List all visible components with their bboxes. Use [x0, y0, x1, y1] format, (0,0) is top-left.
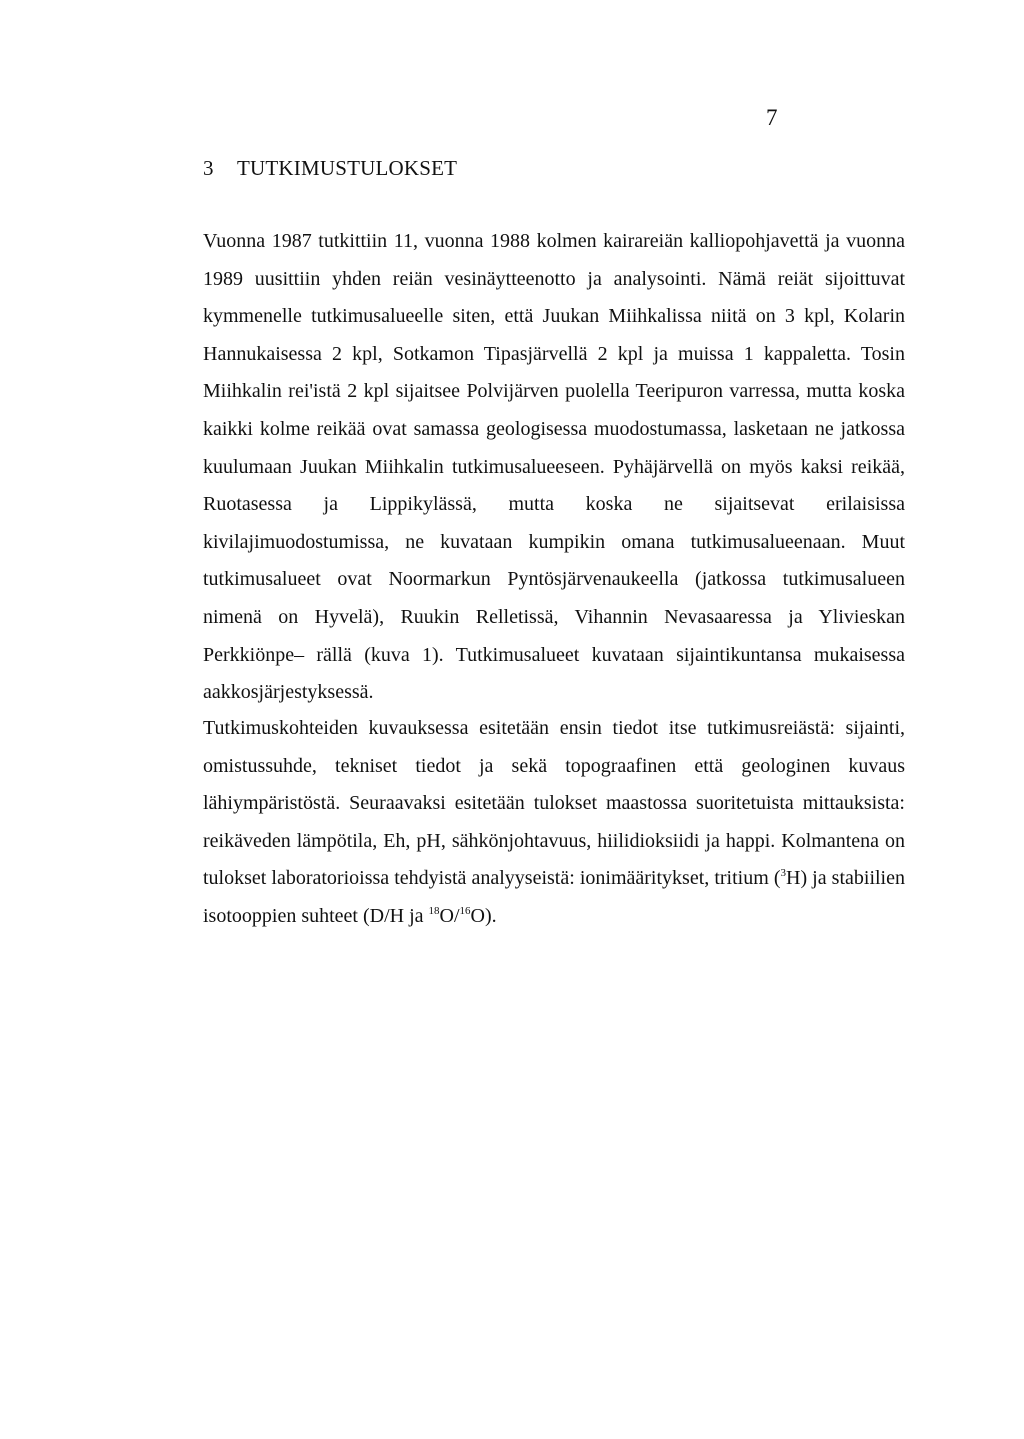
paragraph-text: H) ja stabiilien isotooppien suhteet (D/H ja	[203, 867, 905, 927]
section-heading	[203, 154, 457, 182]
paragraph-text: O).	[470, 904, 497, 927]
section-number: 3	[203, 156, 214, 180]
paragraph-description-structure	[203, 710, 905, 936]
page-number: 7	[766, 105, 778, 130]
section-title: TUTKIMUSTULOKSET	[237, 156, 458, 180]
paragraph-text: O/	[439, 904, 460, 927]
superscript-oxygen-18: 18	[428, 904, 440, 917]
paragraph-results-overview: Vuonna 1987 tutkittiin 11, vuonna 1988 kolmen kairareiän kalliopohjavettä ja vuonna 1989 uusittiin yhden reiän vesinäytteenotto ja analysointi. Nämä reiät sijoittuvat kymmenelle tutkimusalueelle siten, että Juukan Miihkalissa niitä on 3 kpl, Kolarin Hannukaisessa 2 kpl, Sotkamon Tipasjärvellä 2 kpl ja muissa 1 kappaletta. Tosin Miihkalin rei'istä 2 kpl sijaitsee Polvijärven puolella Teeripuron varressa, mutta koska kaikki kolme reikää ovat samassa geologisessa muodostumassa, lasketaan ne jatkossa kuulumaan Juukan Miihkalin tutkimusalueeseen. Pyhäjärvellä on myös kaksi reikää, Ruotasessa ja Lippikylässä, mutta koska ne sijaitsevat erilaisissa kivilajimuodostumissa, ne kuvataan kumpikin omana tutkimusalueenaan. Muut tutkimusalueet ovat Noormarkun Pyntösjärvenaukeella (jatkossa tutkimusalueen nimenä on Hyvelä), Ruukin Relletissä, Vihannin Nevasaaressa ja Ylivieskan Perkkiönpe– rällä (kuva 1). Tutkimusalueet kuvataan sijaintikuntansa mukaisessa aakkosjärjestyksessä.	[203, 230, 905, 704]
superscript-tritium: 3	[780, 867, 786, 880]
paragraph-text: Tutkimuskohteiden kuvauksessa esitetään ensin tiedot itse tutkimusreiästä: sijainti, omistussuhde, tekniset tiedot ja sekä topograafinen että geologinen kuvaus lähiympäristöstä. Seuraavaksi esitetään tulokset maastossa suoritetuista mittauksista: reikäveden lämpötila, Eh, pH, sähkönjohtavuus, hiilidioksiidi ja happi. Kolmantena on tulokset laboratorioissa tehdyistä analyyseistä: ionimääritykset, tritium (	[203, 717, 905, 890]
superscript-oxygen-16: 16	[459, 904, 471, 917]
